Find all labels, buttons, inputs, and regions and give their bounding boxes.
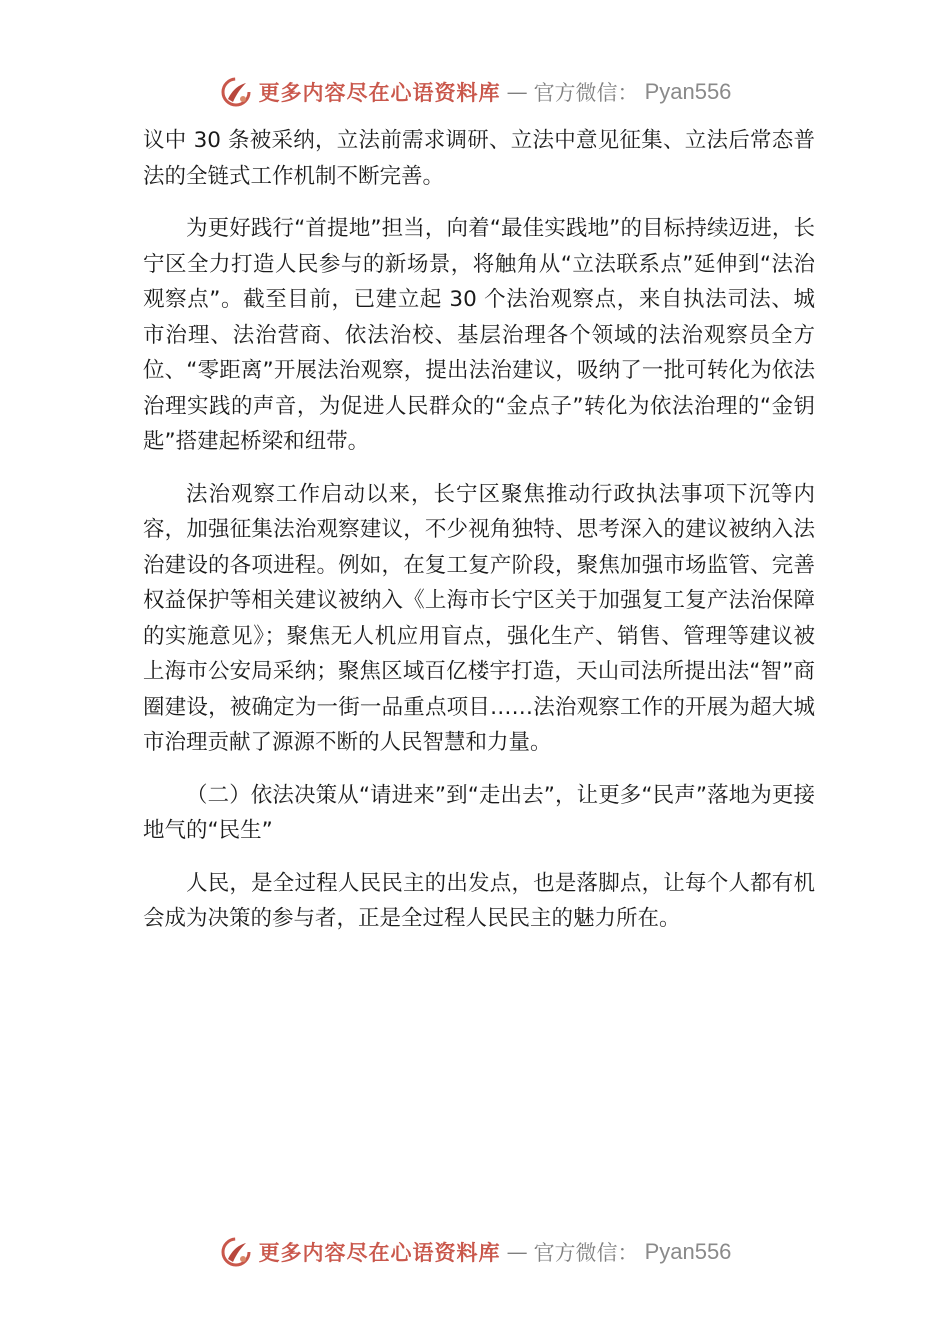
wechat-label: 官方微信： [533,81,639,105]
document-body [143,123,815,954]
wechat-id: Pyan556 [644,1239,732,1264]
header-watermark [0,72,950,112]
paragraph: 为更好践行“首提地”担当，向着“最佳实践地”的目标持续迈进，长宁区全力打造人民参与的新场景，将触角从“立法联系点”延伸到“法治观察点”。截至目前，已建立起 30 个法治观察点，来自执法司法、城市治理、法治营商、依法治校、基层治理各个领域的法治观察员全方位、“零距离”开展法治观察，提出法治建议，吸纳了一批可转化为依法治理实践的声音，为促进人民群众的“金点子”转化为依法治理的“金钥匙”搭建起桥梁和纽带。 [143,216,815,454]
wechat-id: Pyan556 [644,79,732,104]
section-heading: （二）依法决策从“请进来”到“走出去”，让更多“民声”落地为更接地气的“民生” [143,782,815,843]
paragraph-continued: 议中 30 条被采纳，立法前需求调研、立法中意见征集、立法后常态普法的全链式工作机制不断完善。 [143,128,815,189]
wechat-label: 官方微信： [533,1241,639,1265]
brush-swirl-logo-icon [219,75,253,109]
banner-separator: — [506,1240,528,1264]
brand-text: 更多内容尽在心语资料库 [258,1240,501,1265]
brand-text: 更多内容尽在心语资料库 [258,80,501,105]
brush-swirl-logo-icon [219,1235,253,1269]
paragraph: 人民，是全过程人民民主的出发点，也是落脚点，让每个人都有机会成为决策的参与者，正是全过程人民民主的魅力所在。 [143,870,815,931]
banner-separator: — [506,80,528,104]
paragraph: 法治观察工作启动以来，长宁区聚焦推动行政执法事项下沉等内容，加强征集法治观察建议，不少视角独特、思考深入的建议被纳入法治建设的各项进程。例如，在复工复产阶段，聚焦加强市场监管、完善权益保护等相关建议被纳入《上海市长宁区关于加强复工复产法治保障的实施意见》；聚焦无人机应用盲点，强化生产、销售、管理等建议被上海市公安局采纳；聚焦区域百亿楼宇打造，天山司法所提出法“智”商圈建设，被确定为一街一品重点项目……法治观察工作的开展为超大城市治理贡献了源源不断的人民智慧和力量。 [143,481,815,755]
footer-watermark [0,1232,950,1272]
